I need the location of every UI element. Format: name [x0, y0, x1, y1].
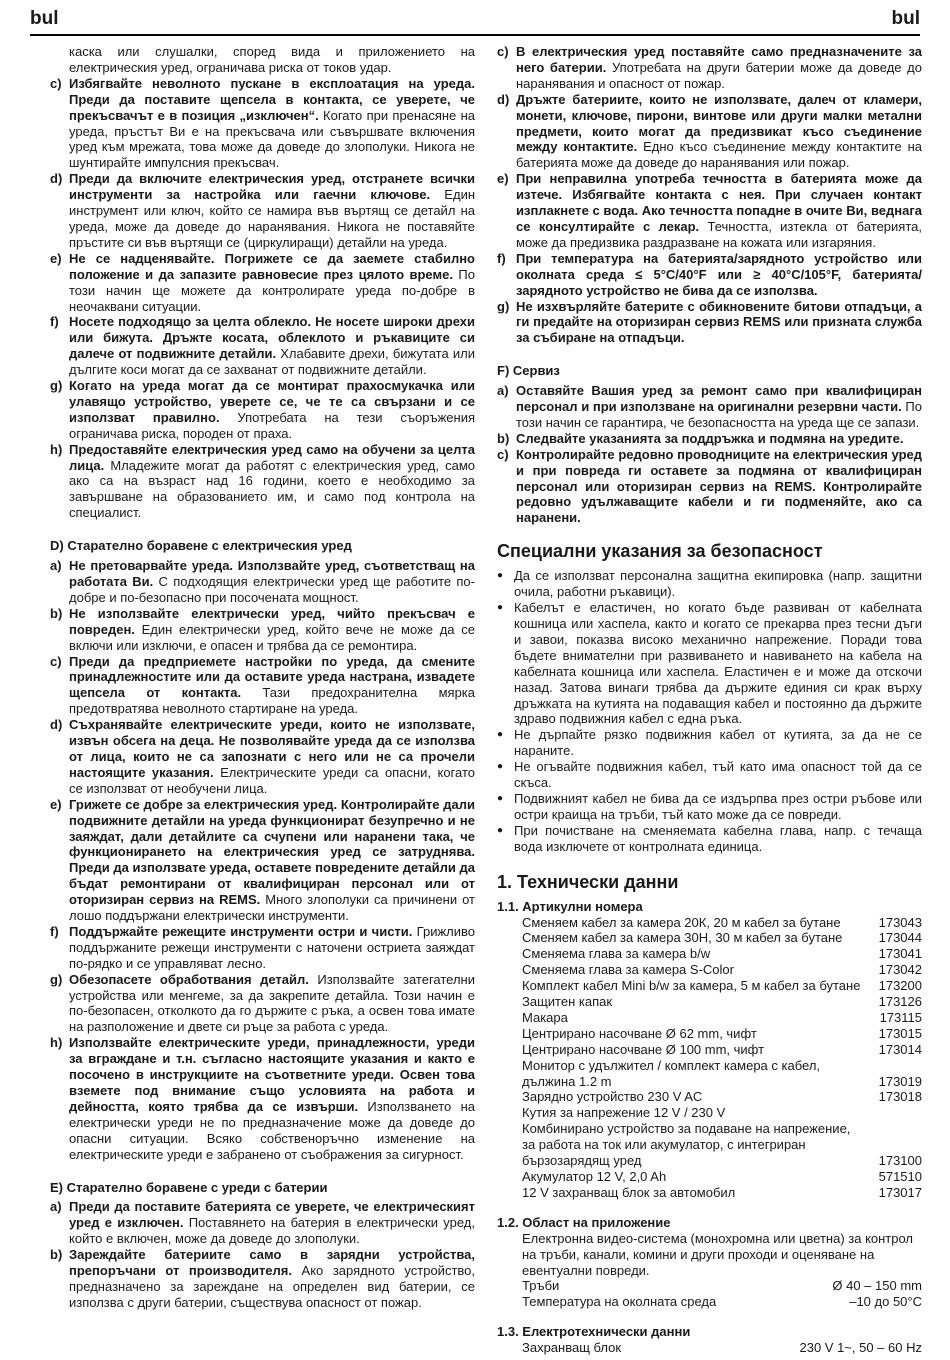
item-bold-text: Зареждайте батериите само в зарядни устройства, препоръчани от производителя. — [69, 1247, 475, 1279]
d-item — [50, 972, 475, 1036]
item-bold-text: Контролирайте редовно проводниците на електрическия уред и при повреда ги оставете за подмяна от квалифициран персонал или оторизиран сервиз на REMS. Контролирайте редовно удължаващите кабели и ги подменяйте, ако са наранени. — [516, 446, 922, 526]
item-bold-text: Дръжте батериите, които не използвате, далеч от кламери, монети, ключове, пирони, винтове или други малки метални предмети, които могат да предизвикат късо съединение между контактите. — [516, 91, 922, 155]
item-text: По този начин се гарантира, че безопасността на уреда ще се запази. — [516, 399, 922, 430]
item-text: Много злополуки са причинени от лошо поддържани електрически инструменти. — [69, 892, 475, 924]
right-column — [497, 44, 922, 1356]
row-label: Комбинирано устройство за подаване на напрежение, — [522, 1121, 851, 1137]
item-letter: g) — [50, 378, 63, 394]
application-area-heading: 1.2. Област на приложение — [497, 1214, 671, 1230]
row-label: Зарядно устройство 230 V AC — [522, 1089, 703, 1105]
article-row — [497, 1026, 922, 1042]
row-label: Сменяем кабел за камера 20К, 20 м кабел за бутане — [522, 914, 841, 930]
row-value: 173019 — [878, 1073, 922, 1089]
row-label: Центрирано насочване Ø 62 mm, чифт — [522, 1025, 757, 1041]
item-text: Поставянето на батерия в електрически уред, който е включен, може да доведе до злополуки. — [69, 1215, 475, 1247]
item-letter: d) — [50, 171, 63, 187]
item-letter: a) — [497, 383, 509, 399]
row-value: 173014 — [878, 1041, 922, 1057]
e2-item — [497, 299, 922, 347]
item-text: Когато при пренасяне на уреда, пръстът Ви е на прекъсвача или съвършвате включения уред към мрежата, това може да доведе до злополуки. Никога не шунтирайте импулсния прекъсвач. — [69, 107, 475, 171]
item-text: Един електрически уред, който вече не може да се включи или изключи, е опасен и трябва да се ремонтира. — [69, 621, 475, 653]
section-e-items-continued — [497, 44, 922, 346]
section-e-items — [50, 1199, 475, 1310]
section-f-heading: F) Сервиз — [497, 363, 560, 379]
row-label: 12 V захранващ блок за автомобил — [522, 1184, 736, 1200]
electrical-data-heading: 1.3. Електротехнически данни — [497, 1324, 691, 1340]
article-row — [497, 1089, 922, 1105]
item-text: Младежите могат да работят с електрическия уред, само ако са на възраст над 16 години, което е необходимо за завършване на образованието им, и само под контрола на специалист. — [69, 457, 475, 521]
item-letter: b) — [50, 605, 63, 621]
special-safety-title: Специални указания за безопасност — [497, 541, 823, 562]
article-row — [497, 930, 922, 946]
item-letter: f) — [50, 314, 59, 330]
bullet-item: ● Подвижният кабел не бива да се издърпва през остри ръбове или остри краища на тръби, тъй като може да се повреди. — [497, 791, 922, 823]
row-value: 173115 — [879, 1009, 922, 1025]
item-bold-text: Съхранявайте електрическите уреди, които не използвате, извън обсега на деца. Не позволявайте уреда да се използва от лица, които не са запознати с него или не са прочели настоящите указания. — [69, 717, 475, 780]
article-row — [497, 1058, 922, 1074]
article-row — [497, 946, 922, 962]
item-bold-text: Предоставяйте електрическия уред само на обучени за целта лица. — [69, 441, 475, 473]
row-value: 173042 — [878, 962, 922, 978]
d-item — [50, 924, 475, 972]
item-bold-text: Оставяйте Вашия уред за ремонт само при квалифициран персонал и при използване на оригинални резервни части. — [516, 383, 922, 415]
row-label: Кутия за напрежение 12 V / 230 V — [522, 1105, 726, 1121]
section-f-items — [497, 383, 922, 526]
d-item — [50, 717, 475, 797]
item-bold-text: Не използвайте електрически уред, чийто прекъсвач е повреден. — [69, 605, 475, 637]
item-bold-text: Поддържайте режещите инструменти остри и чисти. — [69, 923, 413, 939]
row-label: Центрирано насочване Ø 100 mm, чифт — [522, 1041, 765, 1057]
article-row — [497, 1042, 922, 1058]
item-letter: c) — [50, 653, 62, 669]
item-letter: a) — [50, 558, 62, 574]
item-letter: c) — [497, 446, 509, 462]
d-item — [50, 1035, 475, 1162]
item-letter: h) — [50, 441, 63, 457]
row-label: Сменяема глава за камера b/w — [522, 946, 711, 962]
header-language-left: bul — [30, 8, 59, 29]
article-row — [497, 915, 922, 931]
article-row — [497, 1074, 922, 1090]
article-row — [497, 978, 922, 994]
article-row — [497, 1105, 922, 1121]
e2-item — [497, 251, 922, 299]
c-item — [50, 251, 475, 315]
bullet-item: ● Да се използват персонална защитна екипировка (напр. защитни очила, работни ръкавици). — [497, 568, 922, 600]
item-text: Хлабавите дрехи, бижутата или дългите коси могат да се захванат от подвижните детайли. — [69, 346, 475, 378]
row-value: 230 V 1~, 50 – 60 Hz — [799, 1340, 922, 1356]
c-item — [50, 76, 475, 171]
article-row — [497, 962, 922, 978]
row-value: 173126 — [878, 994, 922, 1010]
row-label: Защитен капак — [522, 994, 613, 1010]
e-item — [50, 1247, 475, 1311]
item-letter: b) — [50, 1247, 63, 1263]
page-header — [30, 8, 920, 36]
item-letter: a) — [50, 1199, 62, 1215]
item-bold-text: Не изхвърляйте батерите с обикновените битови отпадъци, а ги предайте на оторизиран сервиз REMS или призната служба за събиране на отпадъци. — [516, 298, 922, 346]
item-bold-text: Преди да включите електрическия уред, отстранете всички инструменти за настройка или гаечни ключове. — [69, 171, 475, 203]
item-letter: d) — [50, 717, 63, 733]
technical-data-title: 1. Технически данни — [497, 871, 679, 892]
row-label: Макара — [522, 1009, 568, 1025]
item-letter: g) — [50, 971, 63, 987]
item-letter: g) — [497, 298, 510, 314]
item-text: Едно късо съединение между контактите на батерията може да доведе до наранявания или пожар. — [516, 139, 922, 171]
row-value: 173200 — [878, 978, 922, 994]
article-row — [497, 1169, 922, 1185]
intro-text: каска или слушалки, според вида и приложението на електрическия уред, ограничава риска от токов удар. — [69, 44, 475, 75]
item-bold-text: Обезопасете обработвания детайл. — [69, 971, 309, 987]
item-text: Употребата на други батерии може да доведе до наранявания и опасност от пожар. — [516, 59, 922, 91]
spec-row — [497, 1340, 922, 1356]
item-letter: e) — [50, 250, 62, 266]
article-row — [497, 1010, 922, 1026]
header-language-right: bul — [891, 8, 920, 29]
item-bold-text: При температура на батерията/зарядното устройство или околната среда ≤ 5°C/40°F или ≥ 40°C/105°F, батерията/зарядното устройство не бива да се използва. — [516, 250, 922, 298]
item-bold-text: Използвайте електрическите уреди, принадлежности, уреди за вграждане и т.н. съгласно настоящите указания и както е посочено в инструкциите на съответните уреди. Освен това вземете под внимание също условията на работа и дейността, която трябва да се извърши. — [69, 1035, 475, 1114]
item-text: Един инструмент или ключ, който се намира във въртящ се детайл на уреда, може да доведе до наранявания. Никога не поставяйте пръстите си във въртящи се (циркулиращи) детайли на уреда. — [69, 187, 476, 250]
bullet-item: ● Не огъвайте подвижния кабел, тъй като има опасност той да се скъса. — [497, 759, 922, 791]
bullet-item: ● Кабелът е еластичен, но когато бъде развиван от кабелната кошница или хаспела, както и когато се прекарва през тесни дъги и завои, показва високо механично напрежение. Поради това бъдете внимателни при развиването и навиването на кабела на кабелната кошница или хаспела. Еластичен е и може да отскочи назад. Затова винаги трябва да държите единия си крак върху дръжката на кутията на подаващия кабел и постоянно да държите здраво подвижния кабел с една ръка. — [497, 600, 922, 727]
row-value: –10 до 50°C — [849, 1294, 922, 1310]
row-label: Температура на околната среда — [522, 1294, 717, 1310]
row-label: Акумулатор 12 V, 2,0 Ah — [522, 1169, 667, 1184]
row-value: 173041 — [878, 946, 922, 962]
row-value: 571510 — [878, 1169, 922, 1184]
item-bold-text: Когато на уреда могат да се монтират прахосмукачка или улавящо устройство, уверете се, че те са свързани и се използват правилно. — [69, 378, 475, 425]
row-value: 173043 — [878, 914, 922, 930]
section-d-heading: D) Старателно боравене с електрическия уред — [50, 538, 352, 554]
item-letter: f) — [497, 250, 506, 266]
row-label: Сменяема глава за камера S-Color — [522, 962, 734, 978]
row-value: 173018 — [878, 1089, 922, 1105]
e-item — [50, 1199, 475, 1247]
row-value: 173044 — [878, 930, 922, 946]
e2-item — [497, 92, 922, 172]
spec-row — [497, 1294, 922, 1310]
bullet-item: ● Не дърпайте рязко подвижния кабел от кутията, за да не се нараните. — [497, 727, 922, 759]
item-bold-text: Не се надценявайте. Погрижете се да заемете стабилно положение и да запазите равновесие през цялото време. — [69, 250, 475, 282]
f-item — [497, 447, 922, 527]
left-column — [50, 44, 475, 1311]
item-bold-text: Следвайте указанията за поддръжка и подмяна на уредите. — [516, 430, 904, 446]
row-label: Комплект кабел Mini b/w за камера, 5 м кабел за бутане — [522, 978, 861, 994]
application-area-table — [497, 1278, 922, 1310]
item-text: Използвайте затегателни устройства или менгеме, за да закрепите детайла. Този начин е по-безопасен, отколкото да го държите с ръка, а освен това имате на разположение и двете си ръце за работа с уреда. — [69, 971, 475, 1035]
item-text: С подходящия електрически уред ще работите по-добре и по-безопасно при посочената мощност. — [69, 574, 475, 605]
spec-row — [497, 1278, 922, 1294]
e2-item — [497, 171, 922, 251]
electrical-data-table — [497, 1340, 922, 1356]
c-item — [50, 171, 475, 251]
row-value: 173017 — [878, 1184, 922, 1200]
d-item — [50, 654, 475, 718]
item-letter: e) — [497, 171, 509, 187]
row-label: Тръби — [522, 1278, 560, 1294]
row-label: Сменяем кабел за камера 30Н, 30 м кабел за бутане — [522, 930, 843, 946]
row-label: Монитор с удължител / комплект камера с кабел, — [522, 1057, 821, 1073]
item-letter: b) — [497, 430, 510, 446]
article-row — [497, 1153, 922, 1169]
e2-item — [497, 44, 922, 92]
item-text: Течността, изтекла от батерията, може да предизвика раздразване на кожата или изгаряния. — [516, 218, 922, 250]
item-text: Грижливо поддържаните режещи инструменти с наточени остриета заяждат по-рядко и се управляват лесно. — [69, 923, 475, 971]
item-bold-text: Грижете се добре за електрическия уред. Контролирайте дали подвижните детайли на уреда функционират безупречно и не заяждат, дали детайлите са счупени или наранени така, че функционирането на електрическия уред се затруднява. Преди да използвате уреда, оставете повредените детайли да бъдат ремонтирани от квалифициран персонал или от оторизиран сервиз на REMS. — [69, 796, 475, 908]
article-row — [497, 994, 922, 1010]
item-text: Използването на електрически уреди не по предназначение може да доведе до опасни ситуации. Всяко собственоръчно изменение на електрическите уреди е забранено от съображения за сигурност. — [69, 1098, 475, 1162]
row-label: дължина 1.2 m — [522, 1073, 612, 1089]
item-text: Употребата на тези съоръжения ограничава риска, породен от праха. — [69, 409, 475, 441]
item-bold-text: Не претоварвайте уреда. Използвайте уред, съответстващ на работата Ви. — [69, 558, 475, 589]
d-item — [50, 797, 475, 924]
article-numbers-table — [497, 915, 922, 1201]
item-bold-text: Избягвайте неволното пускане в експлоатация на уреда. Преди да поставите щепсела в контакта, се уверете, че прекъсвачът е в позиция „изключен“. — [69, 75, 475, 123]
article-row — [497, 1137, 922, 1153]
row-value: 173100 — [878, 1153, 922, 1169]
f-item — [497, 383, 922, 431]
item-text: Тази предохранителна мярка предотвратява неволното стартиране на уреда. — [69, 685, 476, 717]
application-area-text: Електронна видео-система (монохромна или цветна) за контрол на тръби, канали, комини и други проходи и оценяване на евентуални повреди. — [522, 1230, 914, 1278]
item-bold-text: При неправилна употреба течността в батерията може да изтече. Избягвайте контакта с нея. При случаен контакт изплакнете с вода. Ако течността попадне в очите Ви, веднага се консултирайте с лекар. — [516, 171, 922, 234]
row-label: за работа на ток или акумулатор, с интегриран — [522, 1137, 806, 1153]
item-bold-text: Преди да поставите батерията се уверете, че електрическият уред е изключен. — [69, 1199, 475, 1231]
item-letter: h) — [50, 1035, 63, 1051]
article-row — [497, 1121, 922, 1137]
item-letter: d) — [497, 91, 510, 107]
item-letter: e) — [50, 796, 62, 812]
article-numbers-heading: 1.1. Артикулни номера — [497, 898, 643, 914]
item-bold-text: Преди да предприемете настройки по уреда, да смените принадлежностите или да оставите уреда настрана, извадете щепсела от контакта. — [69, 653, 475, 701]
item-bold-text: Носете подходящо за целта облекло. Не носете широки дрехи или бижута. Дръжте косата, облеклото и ръкавиците си далече от подвижните детайли. — [69, 314, 475, 362]
item-text: Ако зарядното устройство, предназначено за зареждане на определен вид батерии, се използва с други батерии, съществува опасност от пожар. — [69, 1263, 476, 1310]
item-text: По този начин ще можете да контролирате уреда по-добре в неочаквани ситуации. — [69, 266, 475, 314]
d-item — [50, 558, 475, 606]
section-d-items — [50, 558, 475, 1162]
d-item — [50, 606, 475, 654]
f-item — [497, 431, 922, 447]
article-row — [497, 1185, 922, 1201]
bullet-item: ● При почистване на сменяемата кабелна глава, напр. с течаща вода изключете от контролната единица. — [497, 823, 922, 855]
special-safety-bullets — [497, 568, 922, 854]
item-letter: c) — [497, 44, 509, 59]
c-item — [50, 314, 475, 378]
item-letter: f) — [50, 923, 59, 939]
item-bold-text: В електрическия уред поставяйте само предназначените за него батерии. — [516, 44, 922, 75]
item-text: Електрическите уреди са опасни, когато се използват от необучени лица. — [69, 764, 475, 796]
row-label: бързозарядящ уред — [522, 1153, 642, 1169]
c-item — [50, 378, 475, 442]
section-e-heading: E) Старателно боравене с уреди с батерии — [50, 1179, 328, 1195]
section-c-items — [50, 76, 475, 521]
row-value: 173015 — [878, 1025, 922, 1041]
item-letter: c) — [50, 75, 62, 91]
row-label: Захранващ блок — [522, 1340, 622, 1356]
c-item — [50, 442, 475, 522]
row-value: Ø 40 – 150 mm — [832, 1278, 922, 1294]
